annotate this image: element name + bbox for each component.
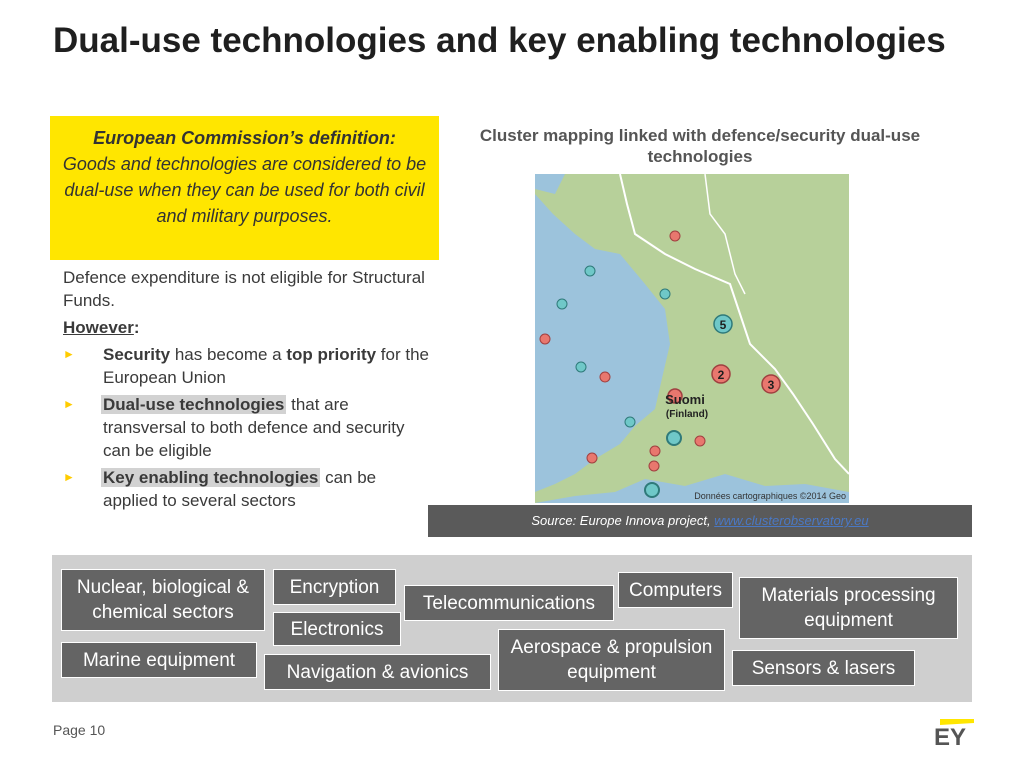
sector-tag-navigation: Navigation & avionics [264,654,491,690]
sector-tag-telecommunications: Telecommunications [404,585,614,621]
marker-red [540,334,550,344]
sector-tag-nbc: Nuclear, biological & chemical sectors [61,569,265,631]
map-label-finland: (Finland) [665,409,709,420]
bullet-dual-use-keyword: Dual-use technologies [103,395,285,414]
bullet-dual-use-rest: that are transversal to both defence and security can be eligible [103,395,405,460]
bullet-security-rest: for the European Union [103,345,429,387]
bullet-security-mid: has become a [170,345,287,364]
marker-teal-large [667,431,681,445]
marker-teal [625,417,635,427]
eligibility-paragraph: Defence expenditure is not eligible for Structural Funds. [63,268,425,310]
marker-number-2: 2 [717,368,725,382]
marker-teal-large [645,483,659,497]
bullet-arrow-icon: ► [63,470,75,484]
sector-tag-sensors: Sensors & lasers [732,650,915,686]
bullet-key-enabling [63,466,433,512]
ey-logo-text: EY [934,724,967,747]
marker-red [600,372,610,382]
page-number: Page 10 [53,722,106,738]
cluster-map [535,174,849,503]
ey-logo-icon [934,719,974,747]
however-heading [63,316,433,339]
bullet-dual-use [63,393,433,462]
source-link[interactable]: www.clusterobservatory.eu [714,513,869,528]
marker-teal [576,362,586,372]
marker-red [670,231,680,241]
marker-red [587,453,597,463]
however-label: However [63,318,134,337]
bullet-security-keyword: Security [103,345,171,364]
sector-tag-computers: Computers [618,572,733,608]
marker-teal [585,266,595,276]
marker-red [649,461,659,471]
map-label-suomi: Suomi [665,392,705,407]
marker-red [695,436,705,446]
sector-tag-electronics: Electronics [273,612,401,646]
bullet-security-priority: top priority [286,345,377,364]
sector-tag-materials: Materials processing equipment [739,577,958,639]
definition-text: Goods and technologies are considered to be dual-use when they can be used for both civil and military purposes. [62,154,427,226]
sector-tag-marine: Marine equipment [61,642,257,678]
definition-box [50,116,439,260]
sector-tag-encryption: Encryption [273,569,396,605]
bullet-arrow-icon: ► [63,347,75,361]
body-text [63,266,433,516]
bullet-key-enabling-rest: can be applied to several sectors [103,468,377,510]
source-bar [428,505,972,537]
sectors-panel [52,555,972,702]
marker-teal [660,289,670,299]
finland-map-image [535,174,849,503]
marker-red [650,446,660,456]
sector-tag-aerospace: Aerospace & propulsion equipment [498,629,725,691]
page-title: Dual-use technologies and key enabling technologies [53,21,946,60]
however-colon: : [133,318,140,337]
bullet-security [63,343,433,389]
map-credit: Données cartographiques ©2014 Geo [694,491,846,501]
marker-number-3: 3 [767,378,775,392]
definition-lead: European Commission’s definition: [93,128,396,148]
marker-number-5: 5 [719,318,727,332]
source-prefix: Source: Europe Innova project, [531,513,715,528]
bullet-arrow-icon: ► [63,397,75,411]
map-title: Cluster mapping linked with defence/security dual-use technologies [479,126,921,166]
ey-logo [934,719,974,752]
bullet-key-enabling-keyword: Key enabling technologies [103,468,319,487]
marker-teal [557,299,567,309]
